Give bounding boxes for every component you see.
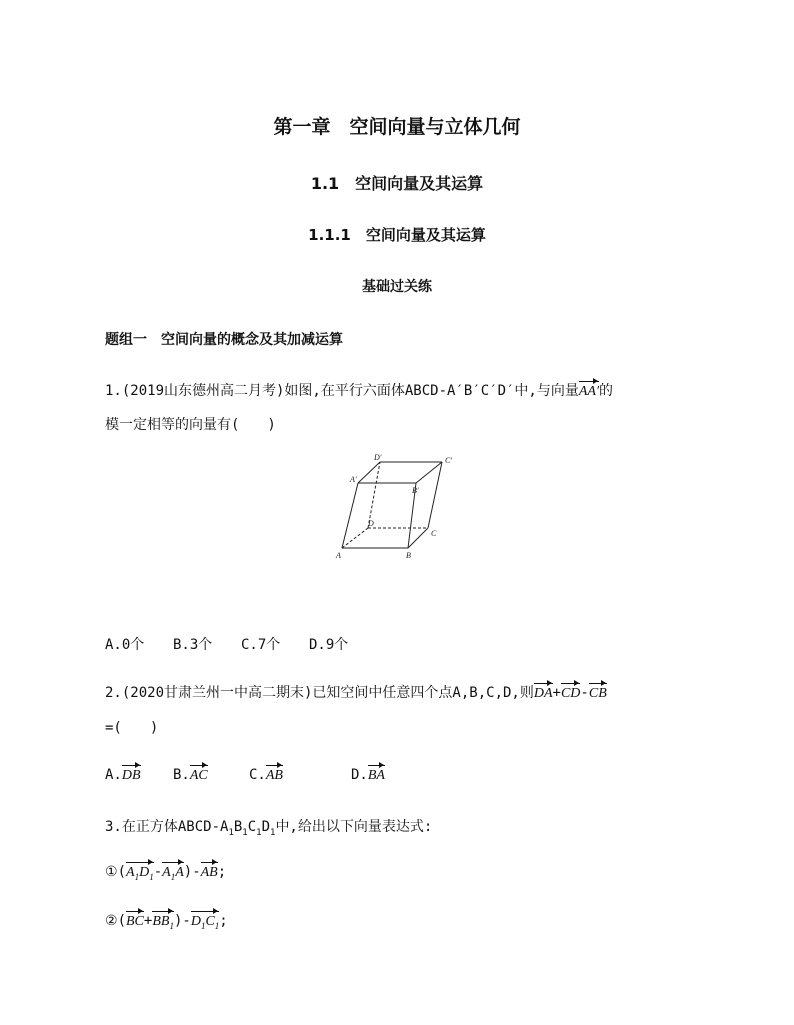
q2-vector-cb: CB: [588, 686, 607, 701]
q3-vector-a1a: $A_1A$: [162, 865, 184, 882]
edge-bc: [408, 528, 428, 548]
label-a1: A′: [350, 475, 357, 484]
q1-options: [105, 634, 348, 654]
q3-expression-1: $①(A_1D_1-A_1A)-AB$;: [105, 864, 227, 882]
q1-option-b[interactable]: B.3个: [173, 637, 213, 653]
parallelepiped-figure: [330, 450, 460, 562]
q2-line2: =( ): [105, 720, 159, 736]
q2-option-d-letter: D.: [351, 767, 368, 783]
q1-text: 1.(2019山东德州高二月考)如图,在平行六面体ABCD-A′B′C′D′中,与向量: [105, 383, 579, 399]
edge-a1d1: [358, 462, 380, 483]
q3-intro: 3.在正方体ABCD-$A_1B_1C_1D_1$中,给出以下向量表达式:: [105, 819, 433, 838]
q1-vector: AA′: [578, 384, 600, 399]
subsection-title: 1.1.1 空间向量及其运算: [308, 226, 486, 244]
q2-option-a-letter: A.: [105, 767, 122, 783]
q2-line1: [105, 682, 607, 702]
q2-vector-da: DA: [533, 686, 553, 701]
q1-line1: [105, 380, 613, 400]
q3-marker-1: ①: [105, 864, 118, 880]
q3-expression-2: $②(BC+BB_1)-D_1C_1$;: [105, 913, 228, 931]
q2-op1: +: [552, 685, 561, 701]
q2-option-a-vector: DB: [121, 768, 141, 783]
group1-title: 题组一 空间向量的概念及其加减运算: [105, 332, 343, 348]
q3-marker-2: ②: [105, 913, 118, 929]
label-c: C: [431, 529, 437, 538]
q2-option-b[interactable]: [173, 767, 249, 784]
q2-text: 2.(2020甘肃兰州一中高二期末)已知空间中任意四个点A,B,C,D,则: [105, 685, 534, 701]
q3-vector-bb1: $BB_1$: [152, 914, 174, 931]
section-title: 1.1 空间向量及其运算: [310, 174, 484, 193]
level-title: 基础过关练: [362, 279, 432, 295]
q1-option-a[interactable]: A.0个: [105, 637, 145, 653]
q2-option-d[interactable]: [351, 767, 385, 784]
q1-option-d[interactable]: D.9个: [309, 637, 349, 653]
q2-vector-cd: CD: [560, 686, 581, 701]
label-d1: D′: [374, 453, 382, 462]
q3-vector-d1c1: $D_1C_1$: [190, 914, 220, 931]
q3-text: 3.在正方体ABCD-A: [105, 819, 229, 835]
label-b: B: [406, 551, 411, 560]
q2-option-c-letter: C.: [249, 767, 266, 783]
q2-option-c[interactable]: [249, 767, 351, 784]
q1-suffix: 的: [599, 383, 614, 399]
q2-option-b-letter: B.: [173, 767, 190, 783]
label-d: D: [368, 519, 374, 528]
q2-option-a[interactable]: [105, 767, 173, 784]
q2-option-b-vector: AC: [189, 768, 208, 783]
label-c1: C′: [445, 456, 453, 465]
q2-option-c-vector: AB: [265, 768, 283, 783]
q3-vector-a1d1: $A_1D_1$: [126, 865, 154, 882]
label-a: A: [336, 551, 341, 560]
q1-option-c[interactable]: C.7个: [241, 637, 281, 653]
chapter-title: 第一章 空间向量与立体几何: [273, 116, 521, 138]
q2-option-d-vector: BA: [367, 768, 385, 783]
q3-vector-ab: AB: [200, 865, 218, 880]
q1-line2: 模一定相等的向量有( ): [105, 417, 276, 433]
label-b1: B′: [412, 486, 419, 495]
edge-aa1: [342, 483, 358, 548]
q3-vector-bc: BC: [126, 914, 144, 929]
q2-op2: -: [580, 685, 589, 701]
q2-options: [105, 767, 385, 784]
